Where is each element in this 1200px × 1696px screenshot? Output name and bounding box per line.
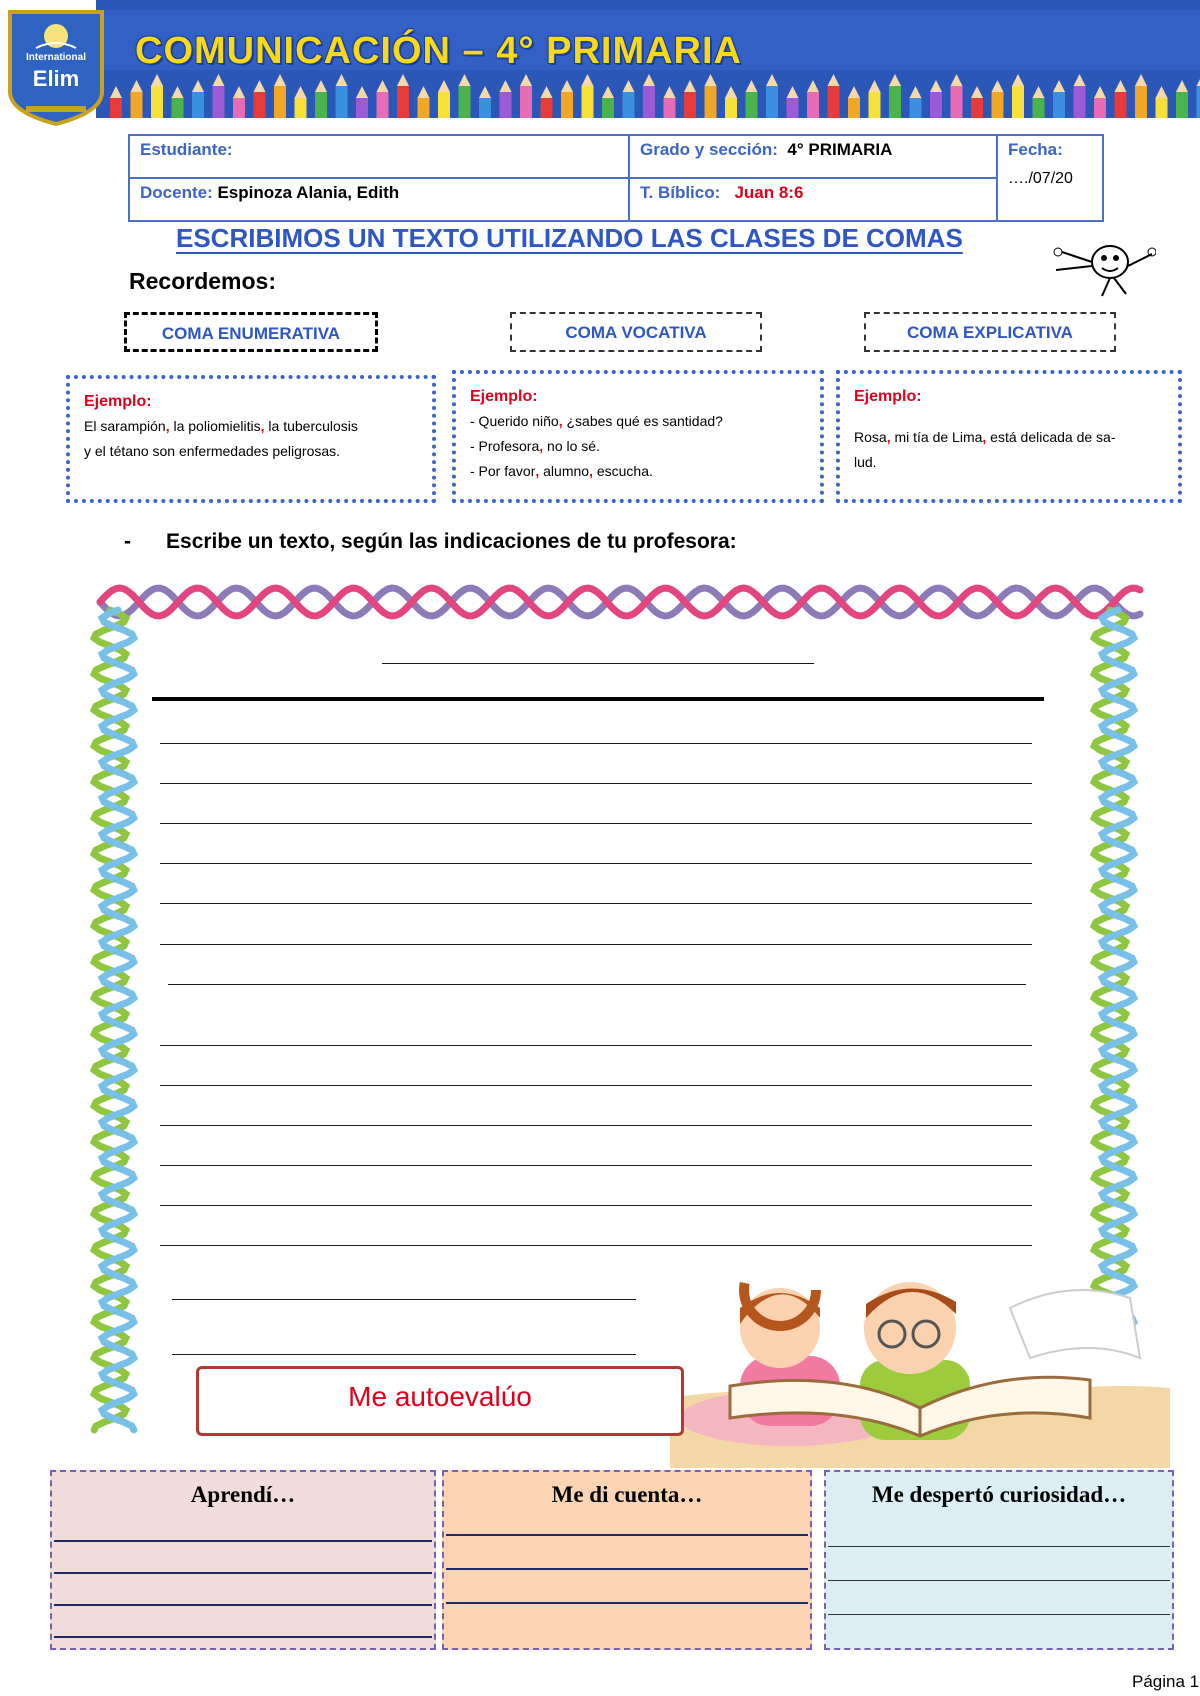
writing-line[interactable] — [160, 1245, 1032, 1246]
writing-line[interactable] — [172, 1299, 636, 1300]
date-label: Fecha: — [1008, 140, 1063, 159]
eval-title: Aprendí… — [190, 1482, 296, 1507]
instruction-text: Escribe un texto, según las indicaciones de tu profesora: — [166, 530, 737, 553]
eval-box-aprendi — [50, 1470, 436, 1650]
instruction — [124, 530, 737, 554]
instruction-dash: - — [124, 530, 131, 553]
example-fragment: alumno — [539, 463, 590, 479]
example-fragment: está delicada de sa- — [986, 429, 1116, 445]
comma-mark: , — [558, 413, 563, 429]
example-fragment: - Por favor — [470, 463, 536, 479]
writing-line[interactable] — [160, 863, 1032, 864]
example-text — [470, 409, 806, 484]
writing-line[interactable] — [152, 697, 1044, 701]
writing-line[interactable] — [160, 903, 1032, 904]
student-label: Estudiante: — [140, 140, 233, 159]
eval-line[interactable] — [54, 1636, 432, 1638]
example-fragment: ¿sabes qué es santidad? — [562, 413, 723, 429]
eval-title: Me di cuenta… — [551, 1482, 703, 1507]
comma-mark: , — [539, 438, 544, 454]
teacher-cell — [130, 179, 630, 222]
comma-mascot-icon — [1048, 238, 1156, 298]
example-fragment: no lo sé. — [543, 438, 600, 454]
eval-line[interactable] — [828, 1546, 1170, 1547]
example-line — [470, 434, 806, 459]
title-line[interactable] — [382, 663, 814, 664]
eval-line[interactable] — [828, 1614, 1170, 1615]
writing-line[interactable] — [160, 944, 1032, 945]
grade-label: Grado y sección: — [640, 140, 778, 159]
student-info-table — [128, 134, 1104, 222]
page-number: Página 1 — [1132, 1672, 1200, 1691]
activity-title: ESCRIBIMOS UN TEXTO UTILIZANDO LAS CLASES DE COMAS — [176, 223, 963, 253]
bible-label: T. Bíblico: — [640, 183, 721, 202]
example-fragment: y el tétano son enfermedades peligrosas. — [84, 443, 341, 459]
writing-line[interactable] — [168, 984, 1026, 985]
example-line — [854, 425, 1164, 450]
example-fragment: la poliomielitis — [169, 418, 261, 434]
self-eval-title: Me autoevalúo — [348, 1381, 532, 1412]
eval-title: Me despertó curiosidad… — [871, 1482, 1127, 1507]
eval-line[interactable] — [54, 1572, 432, 1574]
writing-line[interactable] — [160, 1205, 1032, 1206]
date-value: …./07/20 — [1008, 170, 1073, 187]
writing-line[interactable] — [160, 1165, 1032, 1166]
teacher-value: Espinoza Alania, Edith — [217, 183, 400, 202]
comma-mark: , — [535, 463, 540, 479]
example-line — [470, 459, 806, 484]
example-fragment: mi tía de Lima — [890, 429, 983, 445]
example-fragment: la tuberculosis — [264, 418, 358, 434]
grade-cell — [630, 136, 998, 179]
bible-value: Juan 8:6 — [734, 183, 804, 202]
tag-enumerativa: COMA ENUMERATIVA — [124, 312, 378, 352]
tag-vocativa: COMA VOCATIVA — [510, 312, 762, 352]
example-label: Ejemplo: — [84, 393, 152, 410]
example-line — [84, 439, 418, 464]
eval-box-curiosidad — [824, 1470, 1174, 1650]
page-title: COMUNICACIÓN – 4° PRIMARIA — [135, 30, 743, 72]
example-fragment: Rosa — [854, 429, 887, 445]
eval-line[interactable] — [446, 1568, 808, 1570]
example-fragment: - Profesora — [470, 438, 540, 454]
example-fragment: El sarampión — [84, 418, 166, 434]
grade-value: 4° PRIMARIA — [787, 140, 893, 159]
eval-line[interactable] — [446, 1602, 808, 1604]
example-fragment: escucha. — [592, 463, 653, 479]
student-cell[interactable] — [130, 136, 630, 179]
children-reading-image — [670, 1268, 1170, 1468]
example-fragment: - Querido niño — [470, 413, 559, 429]
example-fragment: lud. — [854, 454, 877, 470]
tag-explicativa: COMA EXPLICATIVA — [864, 312, 1116, 352]
comma-mark: , — [260, 418, 265, 434]
example-line — [84, 414, 418, 439]
example-text — [854, 425, 1164, 475]
eval-line[interactable] — [54, 1540, 432, 1542]
eval-box-me-di-cuenta — [442, 1470, 812, 1650]
eval-line[interactable] — [54, 1604, 432, 1606]
writing-line[interactable] — [160, 783, 1032, 784]
comma-mark: , — [886, 429, 891, 445]
section-heading: Recordemos: — [129, 268, 276, 294]
comma-mark: , — [982, 429, 987, 445]
example-line — [854, 450, 1164, 475]
writing-line[interactable] — [160, 1085, 1032, 1086]
bible-cell — [630, 179, 998, 222]
writing-line[interactable] — [172, 1354, 636, 1355]
writing-line[interactable] — [160, 1125, 1032, 1126]
writing-line[interactable] — [160, 823, 1032, 824]
example-label: Ejemplo: — [854, 388, 922, 405]
logo-text: Elim — [32, 66, 80, 91]
writing-line[interactable] — [160, 743, 1032, 744]
example-label: Ejemplo: — [470, 388, 538, 405]
comma-mark: , — [165, 418, 170, 434]
teacher-label: Docente: — [140, 183, 213, 202]
logo-text: International — [25, 52, 86, 63]
eval-line[interactable] — [828, 1580, 1170, 1581]
self-eval-banner — [196, 1366, 684, 1436]
example-text — [84, 414, 418, 464]
example-enumerativa — [66, 375, 436, 503]
writing-line[interactable] — [160, 1045, 1032, 1046]
example-explicativa — [836, 370, 1182, 503]
example-vocativa — [452, 370, 824, 503]
comma-mark: , — [589, 463, 593, 479]
eval-line[interactable] — [446, 1534, 808, 1536]
example-line — [470, 409, 806, 434]
date-cell[interactable] — [998, 136, 1104, 222]
